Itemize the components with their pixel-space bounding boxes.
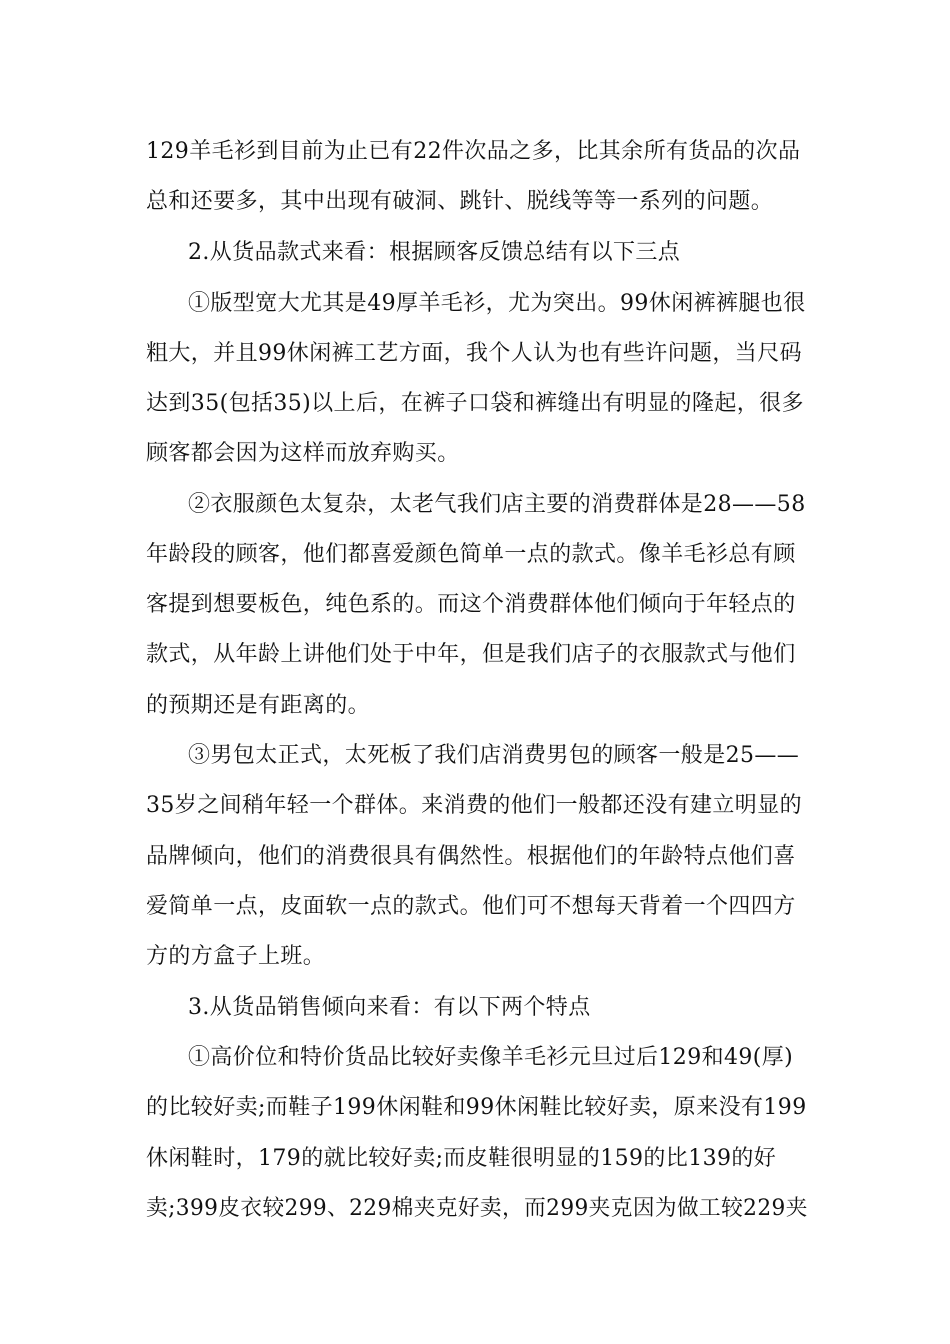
text-line: 爱简单一点，皮面软一点的款式。他们可不想每天背着一个四四方 (146, 894, 796, 919)
text-line: 方的方盒子上班。 (146, 944, 326, 969)
text-line: 粗大，并且99休闲裤工艺方面，我个人认为也有些许问题，当尺码 (146, 341, 802, 366)
text-line: 总和还要多，其中出现有破洞、跳针、脱线等等一系列的问题。 (146, 189, 774, 214)
text-line: ①高价位和特价货品比较好卖像羊毛衫元旦过后129和49(厚) (188, 1045, 794, 1070)
text-line: 35岁之间稍年轻一个群体。来消费的他们一般都还没有建立明显的 (146, 793, 802, 818)
text-line: 顾客都会因为这样而放弃购买。 (146, 441, 460, 466)
text-line: ③男包太正式，太死板了我们店消费男包的顾客一般是25—— (188, 743, 800, 768)
text-line: 的比较好卖;而鞋子199休闲鞋和99休闲鞋比较好卖，原来没有199 (146, 1095, 807, 1120)
text-line: 的预期还是有距离的。 (146, 693, 371, 718)
text-line: 品牌倾向，他们的消费很具有偶然性。根据他们的年龄特点他们喜 (146, 844, 796, 869)
text-line: 年龄段的顾客，他们都喜爱颜色简单一点的款式。像羊毛衫总有顾 (146, 542, 796, 567)
text-line: ①版型宽大尤其是49厚羊毛衫，尤为突出。99休闲裤裤腿也很 (188, 291, 806, 316)
text-line: ②衣服颜色太复杂，太老气我们店主要的消费群体是28——58 (188, 492, 806, 517)
text-line: 129羊毛衫到目前为止已有22件次品之多，比其余所有货品的次品 (146, 139, 801, 164)
section-heading: 2.从货品款式来看：根据顾客反馈总结有以下三点 (188, 240, 681, 265)
section-heading: 3.从货品销售倾向来看：有以下两个特点 (188, 995, 591, 1020)
text-line: 款式，从年龄上讲他们处于中年，但是我们店子的衣服款式与他们 (146, 642, 796, 667)
text-line: 达到35(包括35)以上后，在裤子口袋和裤缝出有明显的隆起，很多 (146, 391, 804, 416)
text-line: 卖;399皮衣较299、229棉夹克好卖，而299夹克因为做工较229夹 (146, 1196, 808, 1221)
text-line: 客提到想要板色，纯色系的。而这个消费群体他们倾向于年轻点的 (146, 592, 796, 617)
text-line: 休闲鞋时，179的就比较好卖;而皮鞋很明显的159的比139的好 (146, 1146, 777, 1171)
